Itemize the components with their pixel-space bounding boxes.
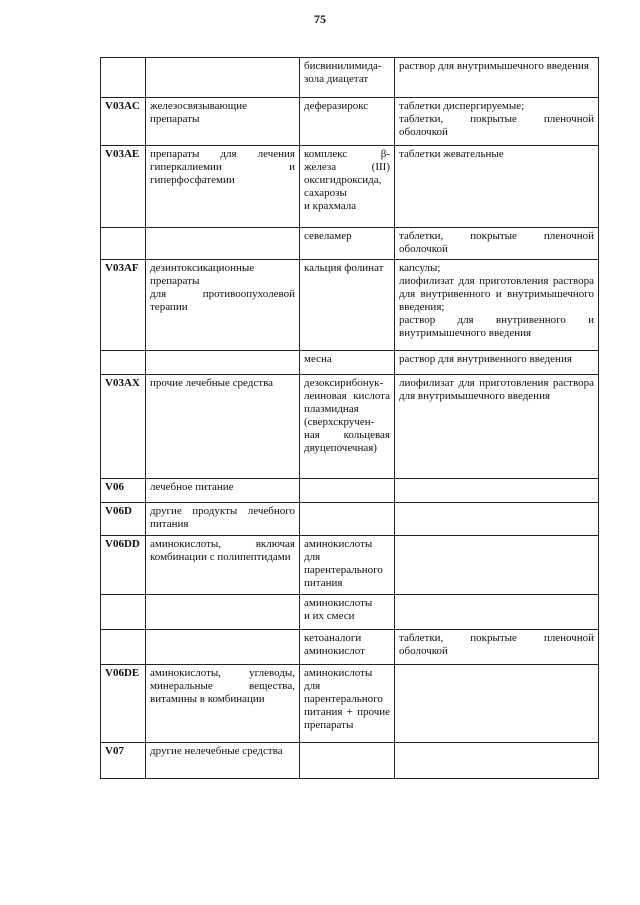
group-cell: железосвязывающие препараты [146,98,300,146]
code-cell: V03AX [101,375,146,479]
code-cell: V03AF [101,260,146,351]
group-cell [146,58,300,98]
group-cell [146,630,300,665]
form-cell [395,503,599,536]
substance-cell: кетоаналоги аминокислот [300,630,395,665]
table-row [101,743,599,779]
group-cell: другие продукты лечебного питания [146,503,300,536]
code-cell [101,595,146,630]
table-row [101,503,599,536]
group-cell: препараты для лечения гиперкалиемии и гиперфосфатемии [146,146,300,228]
form-cell: таблетки жевательные [395,146,599,228]
substance-cell: дезоксирибонук- леиновая кислота плазмидная (сверхскручен- ная кольцевая двуцепочечная) [300,375,395,479]
form-cell [395,536,599,595]
group-cell: дезинтоксикационные препараты для противоопухолевой терапии [146,260,300,351]
code-cell: V07 [101,743,146,779]
form-cell: таблетки диспергируемые; таблетки, покрытые пленочной оболочкой [395,98,599,146]
form-cell [395,665,599,743]
group-cell [146,351,300,375]
table-row [101,595,599,630]
code-cell [101,351,146,375]
group-cell: прочие лечебные средства [146,375,300,479]
form-cell [395,743,599,779]
table-row [101,630,599,665]
group-cell [146,228,300,260]
substance-cell: бисвинилимида- зола диацетат [300,58,395,98]
form-cell: раствор для внутривенного введения [395,351,599,375]
substance-cell [300,479,395,503]
group-cell: аминокислоты, включая комбинации с полипептидами [146,536,300,595]
form-cell: лиофилизат для приготовления раствора для внутримышечного введения [395,375,599,479]
substance-cell: аминокислоты и их смеси [300,595,395,630]
substance-cell: аминокислоты для парентерального питания [300,536,395,595]
form-cell: раствор для внутримышечного введения [395,58,599,98]
table-row [101,228,599,260]
form-cell: таблетки, покрытые пленочной оболочкой [395,228,599,260]
code-cell: V06 [101,479,146,503]
form-cell [395,479,599,503]
table-row [101,536,599,595]
substance-cell: кальция фолинат [300,260,395,351]
table-row [101,351,599,375]
table-row [101,58,599,98]
substance-cell: аминокислоты для парентерального питания + прочие препараты [300,665,395,743]
table-body [101,58,599,779]
code-cell: V03AE [101,146,146,228]
form-cell [395,595,599,630]
code-cell: V06DE [101,665,146,743]
code-cell [101,630,146,665]
group-cell: аминокислоты, углеводы, минеральные вещества, витамины в комбинации [146,665,300,743]
table-row [101,260,599,351]
table-row [101,665,599,743]
page-number: 75 [314,12,326,26]
table-row [101,375,599,479]
code-cell [101,228,146,260]
substance-cell: месна [300,351,395,375]
table-row [101,146,599,228]
code-cell [101,58,146,98]
code-cell: V03AC [101,98,146,146]
group-cell [146,595,300,630]
substance-cell [300,743,395,779]
table-row [101,479,599,503]
substance-cell: комплекс β-железа (III) оксигидроксида, сахарозы и крахмала [300,146,395,228]
code-cell: V06D [101,503,146,536]
group-cell: другие нелечебные средства [146,743,300,779]
drug-table [100,57,599,779]
table-row [101,98,599,146]
group-cell: лечебное питание [146,479,300,503]
substance-cell [300,503,395,536]
code-cell: V06DD [101,536,146,595]
substance-cell: деферазирокс [300,98,395,146]
form-cell: таблетки, покрытые пленочной оболочкой [395,630,599,665]
substance-cell: севеламер [300,228,395,260]
form-cell: капсулы; лиофилизат для приготовления раствора для внутривенного и внутримышечного введения; раствор для внутривенного и внутримышечного введения [395,260,599,351]
